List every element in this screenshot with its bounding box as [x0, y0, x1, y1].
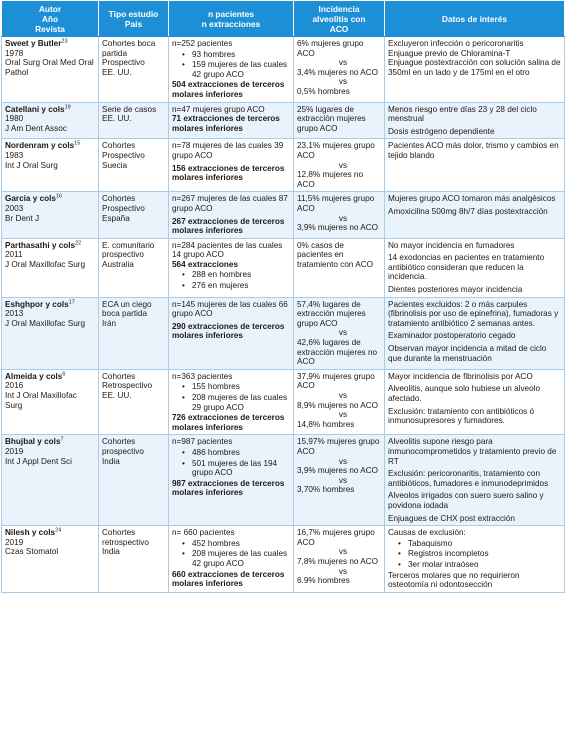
- header-row: [2, 1, 565, 37]
- study-cell: E. comunitario prospectivo Australia: [99, 238, 169, 297]
- table-row: [2, 102, 565, 139]
- study-cell: Serie de casos EE. UU.: [99, 102, 169, 139]
- author-cell: Bhujbal y cols$^7$ 2019 Int J Appl Dent Sci: [2, 435, 99, 526]
- table-row: [2, 238, 565, 297]
- incidence-cell: 37,9% mujeres grupo ACO vs 8,9% mujeres no ACO vs 14,8% hombres: [294, 369, 385, 435]
- header-n: n pacientes n extracciones: [169, 1, 294, 37]
- notes-cell: Pacientes ACO más dolor, trismo y cambios en tejido blando: [385, 139, 565, 192]
- notes-cell: Mayor incidencia de fibrinolisis por ACO Alveolitis, aunque solo hubiese un alveolo afectado. Exclusión: tratamiento con antibióticos ó inmunosupresores y fumadores.: [385, 369, 565, 435]
- incidence-cell: 16,7% mujeres grupo ACO vs 7,8% mujeres no ACO vs 6.9% hombres: [294, 526, 385, 593]
- studies-table: [1, 0, 565, 593]
- author-cell: Almeida y cols$^6$ 2016 Int J Oral Maxillofac Surg: [2, 369, 99, 435]
- author-cell: Nilesh y cols$^{24}$ 2019 Czas Stomatol: [2, 526, 99, 593]
- author-cell: Nordenram y cols$^{15}$ 1983 Int J Oral Surg: [2, 139, 99, 192]
- notes-cell: No mayor incidencia en fumadores 14 exodoncias en pacientes en tratamiento antibiótico consideran que reducen la incidencia. Dientes posteriores mayor incidencia: [385, 238, 565, 297]
- header-notes: Datos de interés: [385, 1, 565, 37]
- notes-cell: Pacientes excluidos: 2 o más carpules (fibrinolisis por uso de epinefrina), fumadoras y tratamiento antibiótico 2 semanas antes. Examinador postoperatorio cegado Observan mayor incidencia a mitad de ciclo que durante la menstruación: [385, 297, 565, 369]
- n-cell: n=987 pacientes • 486 hombres • 501 mujeres de las 194 grupo ACO 987 extracciones de terceros molares inferiores: [169, 435, 294, 526]
- study-cell: Cohortes Retrospectivo EE. UU.: [99, 369, 169, 435]
- author-cell: Garcia y cols$^{16}$ 2003 Br Dent J: [2, 192, 99, 238]
- table-row: [2, 139, 565, 192]
- notes-cell: Causas de exclusión: • Tabaquismo • Registros incompletos • 3er molar intraóseo Terceros molares que no requirieron osteotomía ni odontosección: [385, 526, 565, 593]
- notes-cell: Alveolitis supone riesgo para inmunocomprometidos y tratamiento previo de RT Exclusión: pericoronaritis, tratamiento con antibióticos, fumadores e inmunodeprimidos Alveolos irrigados con suero suero salino y povidona iodada Enjuagues de CHX post extracción: [385, 435, 565, 526]
- notes-cell: Mujeres grupo ACO tomaron más analgésicos Amoxicilina 500mg 8h/7 días postextracción: [385, 192, 565, 238]
- header-study: Tipo estudio País: [99, 1, 169, 37]
- n-cell: n=363 pacientes • 155 hombres • 208 mujeres de las cuales 29 grupo ACO 726 extracciones de terceros molares inferiores: [169, 369, 294, 435]
- study-cell: Cohortes Prospectivo Suecia: [99, 139, 169, 192]
- n-cell: n=78 mujeres de las cuales 39 grupo ACO 156 extracciones de terceros molares inferiores: [169, 139, 294, 192]
- incidence-cell: 11,5% mujeres grupo ACO vs 3,9% mujeres no ACO: [294, 192, 385, 238]
- author-cell: Parthasathi y cols$^{22}$ 2011 J Oral Maxillofac Surg: [2, 238, 99, 297]
- study-cell: Cohortes Prospectivo España: [99, 192, 169, 238]
- author-cell: Sweet y Butler$^{23}$ 1978 Oral Surg Oral Med Oral Pathol: [2, 37, 99, 103]
- author-cell: Catellani y cols$^{19}$ 1980 J Am Dent Assoc: [2, 102, 99, 139]
- table-row: [2, 526, 565, 593]
- incidence-cell: 15,97% mujeres grupo ACO vs 3,9% mujeres no ACO vs 3,70% hombres: [294, 435, 385, 526]
- incidence-cell: 25% lugares de extracción mujeres grupo ACO: [294, 102, 385, 139]
- header-incidence: Incidencia alveolitis con ACO: [294, 1, 385, 37]
- table-row: [2, 192, 565, 238]
- incidence-cell: 6% mujeres grupo ACO vs 3,4% mujeres no ACO vs 0,5% hombres: [294, 37, 385, 103]
- table-row: [2, 37, 565, 103]
- table-row: [2, 369, 565, 435]
- study-cell: Cohortes prospectivo India: [99, 435, 169, 526]
- notes-cell: Menos riesgo entre días 23 y 28 del ciclo menstrual Dosis estrógeno dependiente: [385, 102, 565, 139]
- notes-cell: Excluyeron infección o pericoronaritis Enjuague previo de Chloramina-T Enjuague postextracción con solución salina de 350ml en un lado y de 175ml en el otro: [385, 37, 565, 103]
- incidence-cell: 0% casos de pacientes en tratamiento con ACO: [294, 238, 385, 297]
- n-cell: n=284 pacientes de las cuales 14 grupo ACO 564 extracciones • 288 en hombres • 276 en mujeres: [169, 238, 294, 297]
- n-cell: n=252 pacientes • 93 hombres • 159 mujeres de las cuales 42 grupo ACO 504 extracciones de terceros molares inferiores: [169, 37, 294, 103]
- n-cell: n=47 mujeres grupo ACO 71 extracciones de terceros molares inferiores: [169, 102, 294, 139]
- table-row: [2, 435, 565, 526]
- header-author: Autor Año Revista: [2, 1, 99, 37]
- incidence-cell: 57,4% lugares de extracción mujeres grupo ACO vs 42,6% lugares de extracción mujeres no ACO: [294, 297, 385, 369]
- n-cell: n=267 mujeres de las cuales 87 grupo ACO 267 extracciones de terceros molares inferiores: [169, 192, 294, 238]
- n-cell: n= 660 pacientes • 452 hombres • 208 mujeres de las cuales 42 grupo ACO 660 extracciones de terceros molares inferiores: [169, 526, 294, 593]
- n-cell: n=145 mujeres de las cuales 66 grupo ACO 290 extracciones de terceros molares inferiores: [169, 297, 294, 369]
- table-row: [2, 297, 565, 369]
- study-cell: Cohortes boca partida Prospectivo EE. UU.: [99, 37, 169, 103]
- study-cell: ECA un ciego boca partida Irán: [99, 297, 169, 369]
- incidence-cell: 23,1% mujeres grupo ACO vs 12,8% mujeres no ACO: [294, 139, 385, 192]
- author-cell: Eshghpor y cols$^{17}$ 2013 J Oral Maxillofac Surg: [2, 297, 99, 369]
- study-cell: Cohortes retrospectivo India: [99, 526, 169, 593]
